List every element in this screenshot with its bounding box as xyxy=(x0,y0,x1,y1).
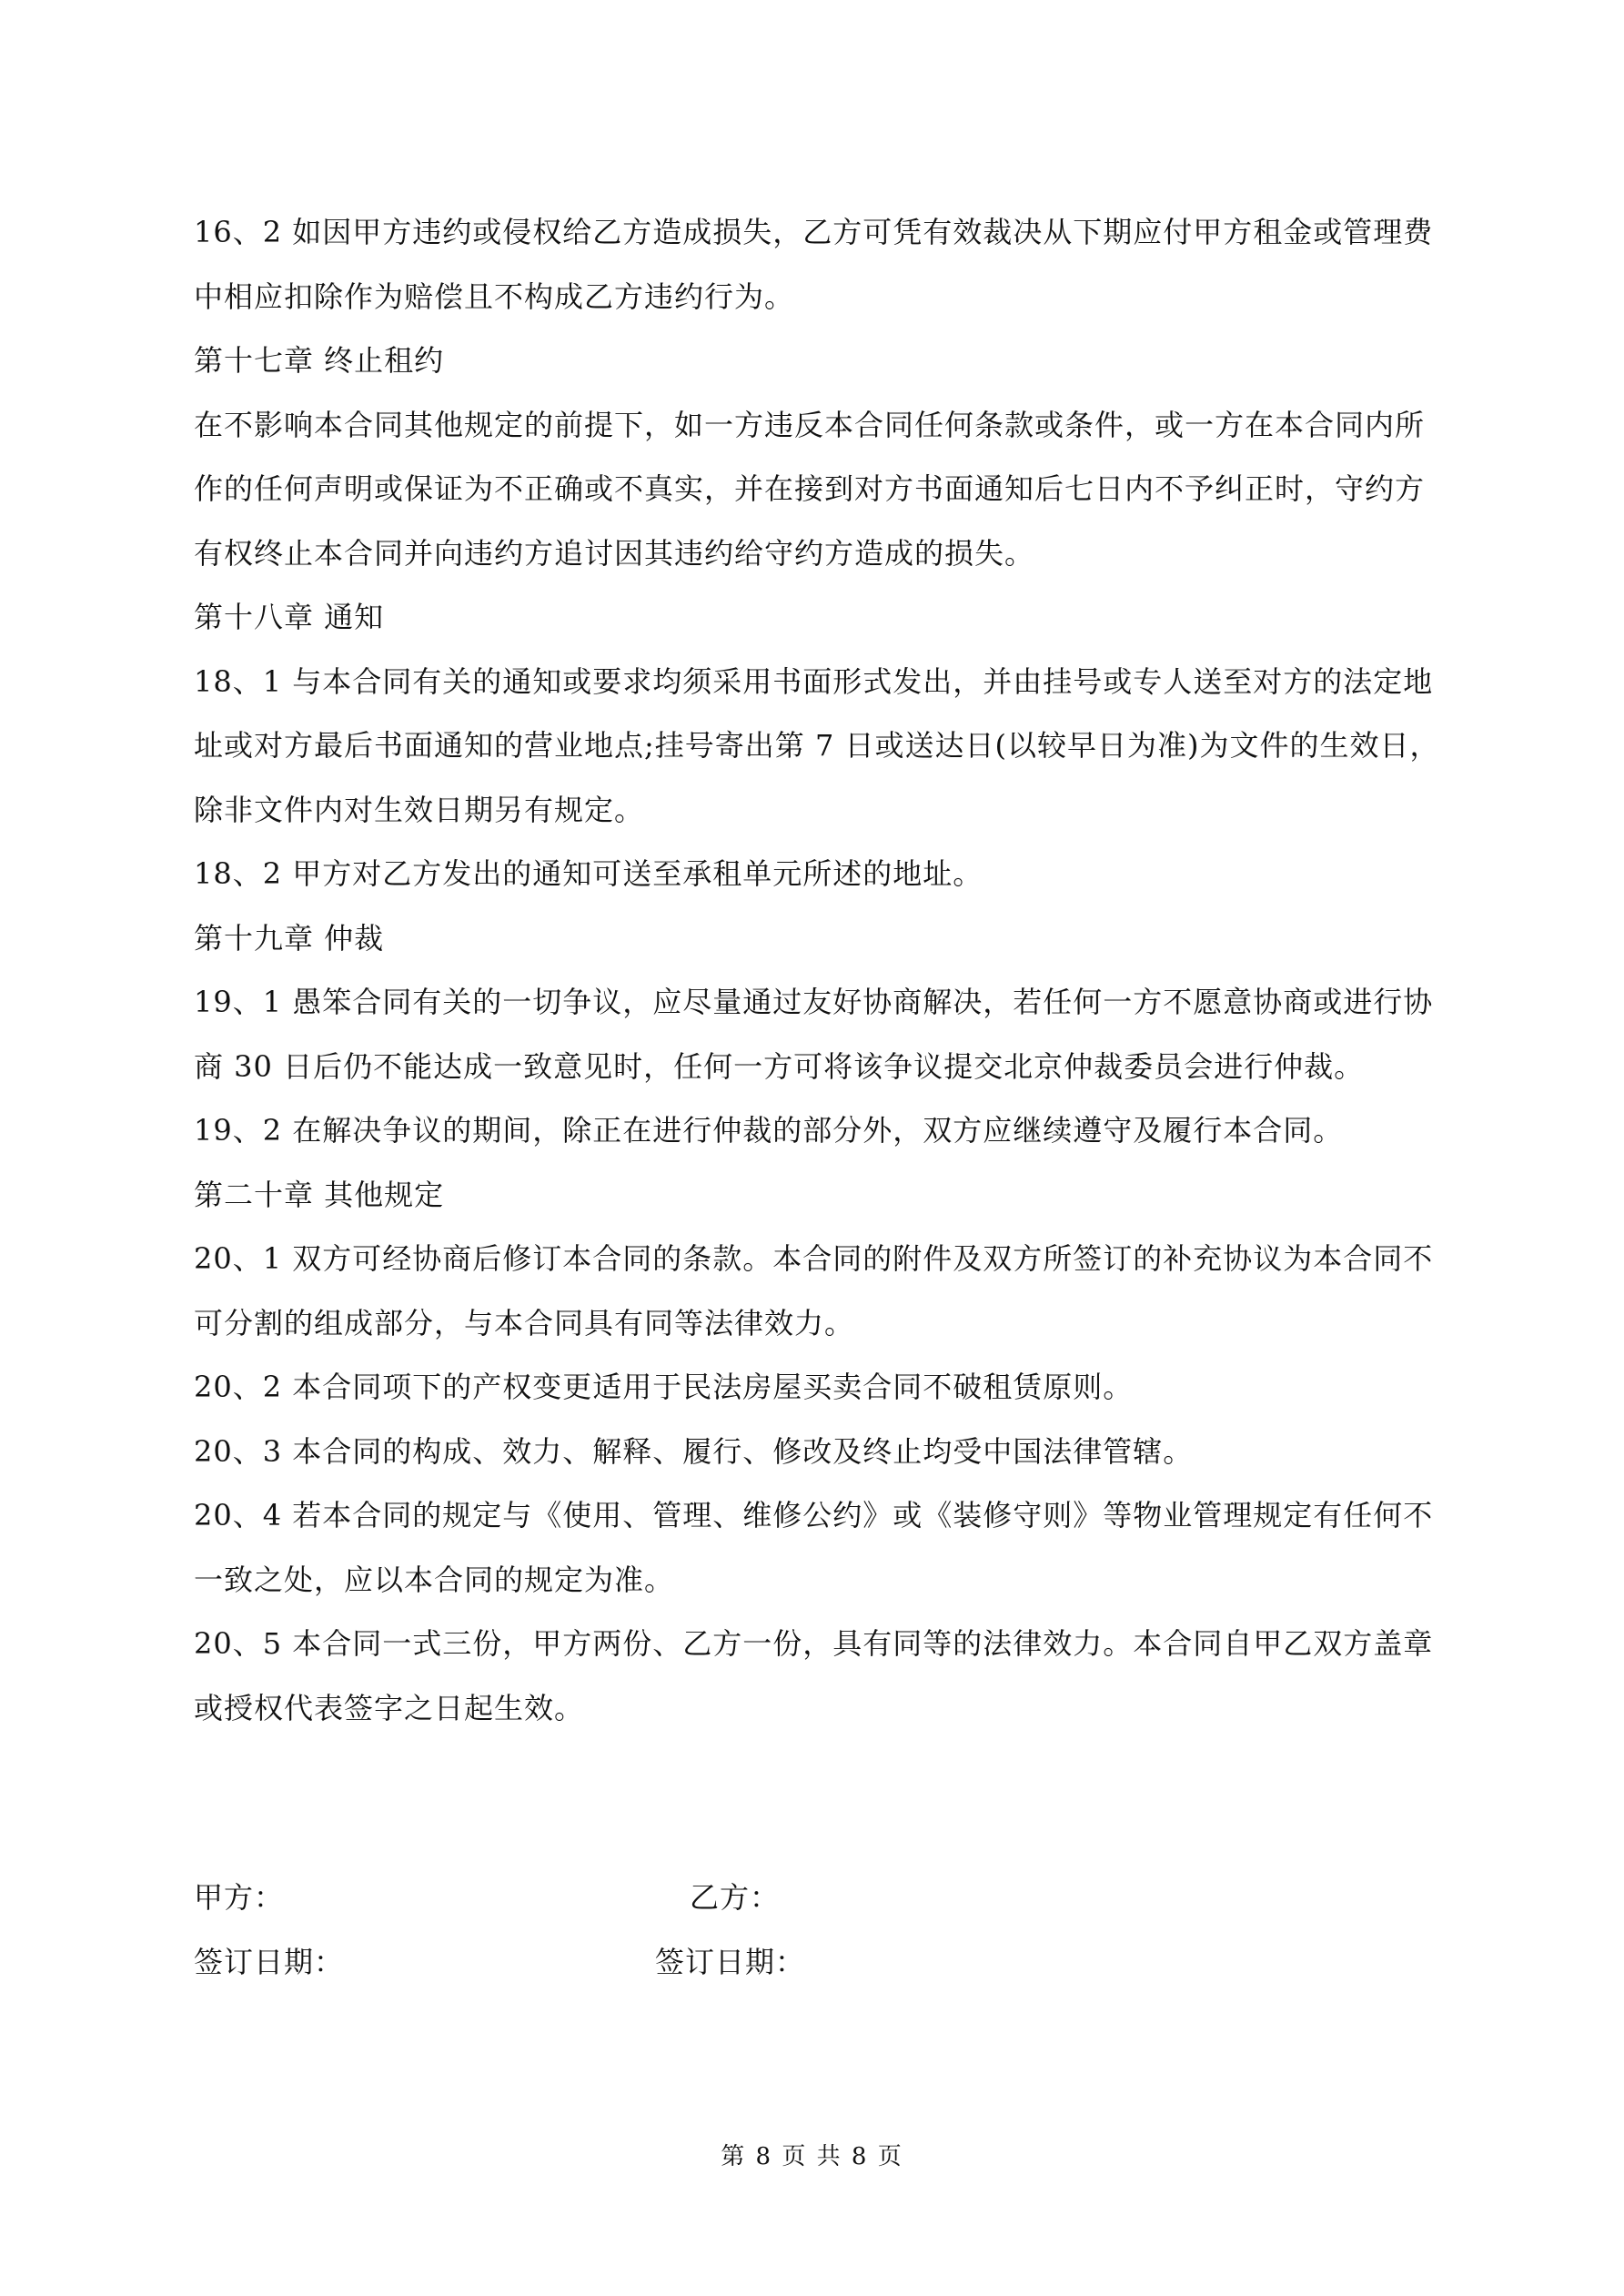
clause-20-3: 20、3 本合同的构成、效力、解释、履行、修改及终止均受中国法律管辖。 xyxy=(194,1433,1194,1469)
page-indicator: 第 8 页 共 8 页 xyxy=(721,2143,903,2170)
clause-16-2: 16、2 如因甲方违约或侵权给乙方造成损失，乙方可凭有效裁决从下期应付甲方租金或管理费中相应扣除作为赔偿且不构成乙方违约行为。 xyxy=(194,215,1434,314)
clause-20-5: 20、5 本合同一式三份，甲方两份、乙方一份，具有同等的法律效力。本合同自甲乙双方盖章或授权代表签字之日起生效。 xyxy=(194,1626,1434,1725)
chapter-17-text: 在不影响本合同其他规定的前提下，如一方违反本合同任何条款或条件，或一方在本合同内所作的任何声明或保证为不正确或不真实，并在接到对方书面通知后七日内不予纠正时，守约方有权终止本合同并向违约方追讨因其违约给守约方造成的损失。 xyxy=(194,407,1426,571)
signature-block xyxy=(194,1866,1442,1994)
signature-party-row xyxy=(194,1866,1442,1930)
chapter-18-heading: 第十八章 通知 xyxy=(194,600,385,634)
clause-19-2: 19、2 在解决争议的期间，除正在进行仲裁的部分外，双方应继续遵守及履行本合同。 xyxy=(194,1113,1344,1148)
clause-18-1: 18、1 与本合同有关的通知或要求均须采用书面形式发出，并由挂号或专人送至对方的法定地址或对方最后书面通知的营业地点;挂号寄出第 7 日或送达日(以较早日为准)为文件的生效日，除非文件内对生效日期另有规定。 xyxy=(194,663,1440,827)
clause-19-1: 19、1 愚笨合同有关的一切争议，应尽量通过友好协商解决，若任何一方不愿意协商或进行协商 30 日后仍不能达成一致意见时，任何一方可将该争议提交北京仲裁委员会进行仲裁。 xyxy=(194,985,1434,1084)
contract-body xyxy=(194,200,1442,1740)
party-b-label: 乙方： xyxy=(690,1880,781,1915)
clause-20-4: 20、4 若本合同的规定与《使用、管理、维修公约》或《装修守则》等物业管理规定有任何不一致之处，应以本合同的规定为准。 xyxy=(194,1498,1434,1597)
clause-20-2: 20、2 本合同项下的产权变更适用于民法房屋买卖合同不破租赁原则。 xyxy=(194,1370,1134,1404)
chapter-19-heading: 第十九章 仲裁 xyxy=(194,920,385,956)
date-a-label: 签订日期： xyxy=(194,1944,345,1979)
clause-18-2: 18、2 甲方对乙方发出的通知可送至承租单元所述的地址。 xyxy=(194,856,983,891)
chapter-20-heading: 第二十章 其他规定 xyxy=(194,1177,445,1212)
signature-date-row xyxy=(194,1930,1442,1995)
clause-20-1: 20、1 双方可经协商后修订本合同的条款。本合同的附件及双方所签订的补充协议为本合同不可分割的组成部分，与本合同具有同等法律效力。 xyxy=(194,1241,1434,1340)
party-a-label: 甲方： xyxy=(194,1880,285,1915)
date-b-label: 签订日期： xyxy=(655,1944,806,1979)
page-footer xyxy=(0,2139,1624,2175)
chapter-17-heading: 第十七章 终止租约 xyxy=(194,343,445,378)
